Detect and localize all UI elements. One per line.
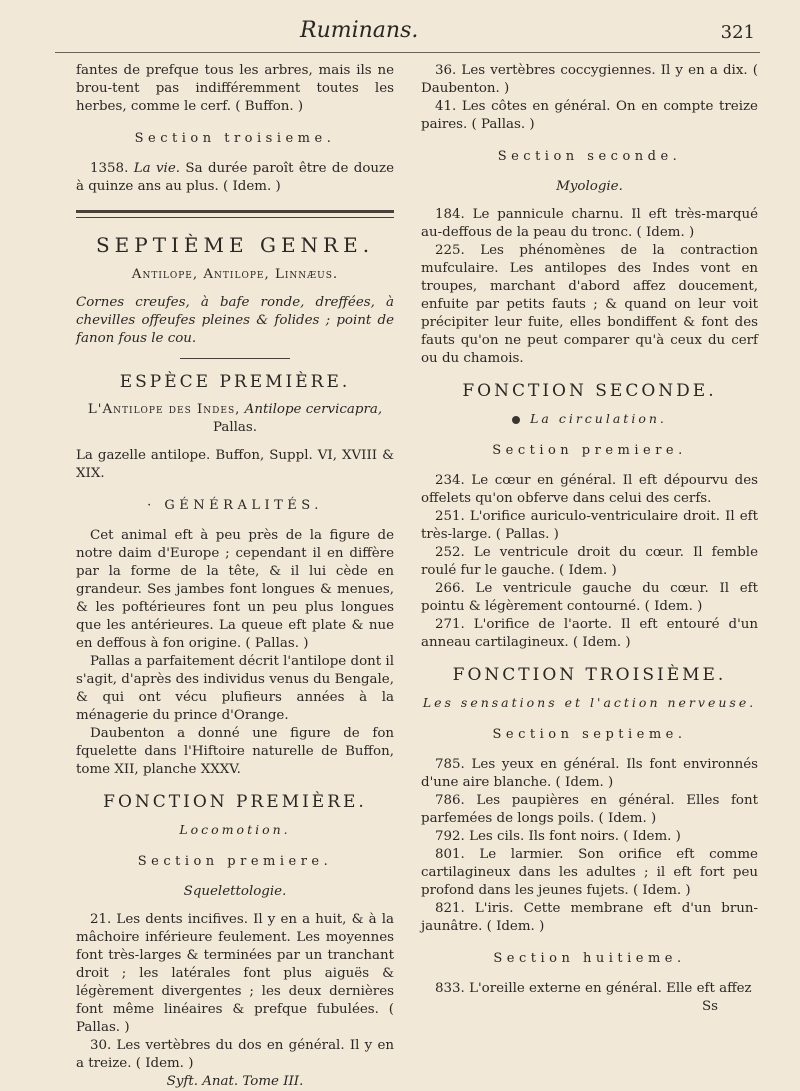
paragraph-234: 234. Le cœur en général. Il eft dépourvu des offelets qu'on obferve dans celui des cerfs. (421, 473, 758, 506)
section-premiere-heading-right: Section premiere. (492, 443, 687, 458)
header-rule (55, 52, 760, 53)
paragraph-785: 785. Les yeux en général. Ils font environnés d'une aire blanche. ( Idem. ) (421, 757, 758, 790)
section-huitieme-heading: Section huitieme. (493, 951, 686, 966)
locomotion-heading: Locomotion. (179, 822, 291, 837)
paragraph-266: 266. Le ventricule gauche du cœur. Il eft pointu & légèrement contourné. ( Idem. ) (421, 581, 758, 614)
genre-heading: SEPTIÈME GENRE. (95, 233, 375, 257)
generalites-heading: · GÉNÉRALITÉS. (147, 498, 323, 513)
paragraph-786: 786. Les paupières en général. Elles font parfemées de longs poils. ( Idem. ) (421, 793, 758, 826)
double-rule (76, 210, 394, 218)
paragraph-36: 36. Les vertèbres coccygiennes. Il y en a dix. ( Daubenton. ) (421, 63, 758, 96)
paragraph-title: La vie. (133, 161, 181, 176)
page-number: 321 (720, 22, 755, 43)
bullet-icon (512, 416, 520, 424)
circulation-label: La circulation. (530, 411, 667, 426)
left-column (76, 62, 394, 1091)
paragraph-225: 225. Les phénomènes de la contraction mufculaire. Les antilopes des Indes vont en troupes, marchant d'abord affez doucement, enfuite par petits fauts ; & quand on leur voit précipiter leur fuite, elles bondiffent & font des fauts qu'on ne peut comparer qu'à ceux du cerf ou du chamois. (421, 243, 758, 366)
paragraph-daubenton: Daubenton a donné une figure de fon fquelette dans l'Hiftoire naturelle de Buffon, tome XII, planche XXXV. (76, 726, 394, 777)
paragraph-271: 271. L'orifice de l'aorte. Il eft entouré d'un anneau cartilagineux. ( Idem. ) (421, 617, 758, 650)
footer-note: Syft. Anat. Tome III. (166, 1074, 304, 1089)
paragraph-30: 30. Les vertèbres du dos en général. Il y en a treize. ( Idem. ) (76, 1038, 394, 1071)
signature-mark: Ss (701, 999, 718, 1014)
paragraph-801: 801. Le larmier. Son orifice eft comme cartilagineux dans les adultes ; il eft fort peu profond dans les jeunes fujets. ( Idem. ) (421, 847, 758, 898)
paragraph-cet-animal: Cet animal eft à peu près de la figure de notre daim d'Europe ; cependant il en diffère par la forme de la tête, & il lui cède en grandeur. Ses jambes font longues & menues, & les poftérieures font un peu plus longues que les antérieures. La queue eft plate & nue en deffous à fon origine. ( Pallas. ) (76, 528, 394, 651)
paragraph-pallas: Pallas a parfaitement décrit l'antilope dont il s'agit, d'après des individus venus du Bengale, & qui ont vécu plufieurs années à la ménagerie du prince d'Orange. (76, 654, 394, 723)
myologie-heading: Myologie. (556, 179, 623, 194)
antilope-line: Antilope, Antilope, Linnæus. (131, 267, 339, 282)
espece-heading: ESPÈCE PREMIÈRE. (119, 372, 351, 392)
paragraph-number: 1358. (90, 161, 129, 176)
paragraph-251: 251. L'orifice auriculo-ventriculaire droit. Il eft très-large. ( Pallas. ) (421, 509, 758, 542)
species-common-name: L'Antilope des Indes, (87, 402, 241, 417)
circulation-heading (421, 410, 758, 428)
gazelle-reference: La gazelle antilope. Buffon, Suppl. VI, XVIII & XIX. (76, 448, 394, 481)
short-rule (180, 358, 290, 359)
paragraph-821: 821. L'iris. Cette membrane eft d'un brun-jaunâtre. ( Idem. ) (421, 901, 758, 934)
paragraph-1358 (76, 160, 394, 196)
fonction-troisieme-heading: FONCTION TROISIÈME. (452, 665, 727, 685)
fonction-seconde-heading: FONCTION SECONDE. (462, 381, 717, 401)
paragraph-792: 792. Les cils. Ils font noirs. ( Idem. ) (435, 829, 681, 844)
sensations-heading: Les sensations et l'action nerveuse. (422, 695, 757, 710)
running-title: Ruminans. (300, 18, 419, 43)
section-seconde-heading: Section seconde. (497, 149, 682, 164)
paragraph-text: Sa durée paroît être de douze à quinze ans au plus. ( Idem. ) (76, 161, 394, 194)
species-authority: Pallas. (212, 420, 258, 435)
section-septieme-heading: Section septieme. (492, 727, 687, 742)
section-heading: Section troisieme. (134, 131, 336, 146)
section-premiere-heading: Section premiere. (137, 854, 333, 869)
right-column (421, 62, 758, 1016)
cornes-description: Cornes creufes, à bafe ronde, dreffées, à chevilles offeufes pleines & folides ; point de fanon fous le cou. (76, 295, 394, 346)
paragraph-184: 184. Le pannicule charnu. Il eft très-marqué au-deffous de la peau du tronc. ( Idem. ) (421, 207, 758, 240)
paragraph-252: 252. Le ventricule droit du cœur. Il femble roulé fur le gauche. ( Idem. ) (421, 545, 758, 578)
fonction-premiere-heading: FONCTION PREMIÈRE. (103, 792, 367, 812)
paragraph-continued: fantes de prefque tous les arbres, mais ils ne brou-tent pas indifféremment toutes les herbes, comme le cerf. ( Buffon. ) (76, 63, 394, 114)
paragraph-41: 41. Les côtes en général. On en compte treize paires. ( Pallas. ) (421, 99, 758, 132)
species-latin-name: Antilope cervicapra, (244, 402, 383, 417)
paragraph-833: 833. L'oreille externe en général. Elle eft affez (435, 981, 752, 996)
antilope-des-indes (76, 401, 394, 437)
squelettologie-heading: Squelettologie. (183, 884, 287, 899)
paragraph-21: 21. Les dents incifives. Il y en a huit, & à la mâchoire inférieure feulement. Les moyennes font très-larges & terminées par un tranchant droit ; les latérales font plus aiguës & légèrement divergentes ; les deux dernières font même linéaires & prefque fubulées. ( Pallas. ) (76, 912, 394, 1035)
